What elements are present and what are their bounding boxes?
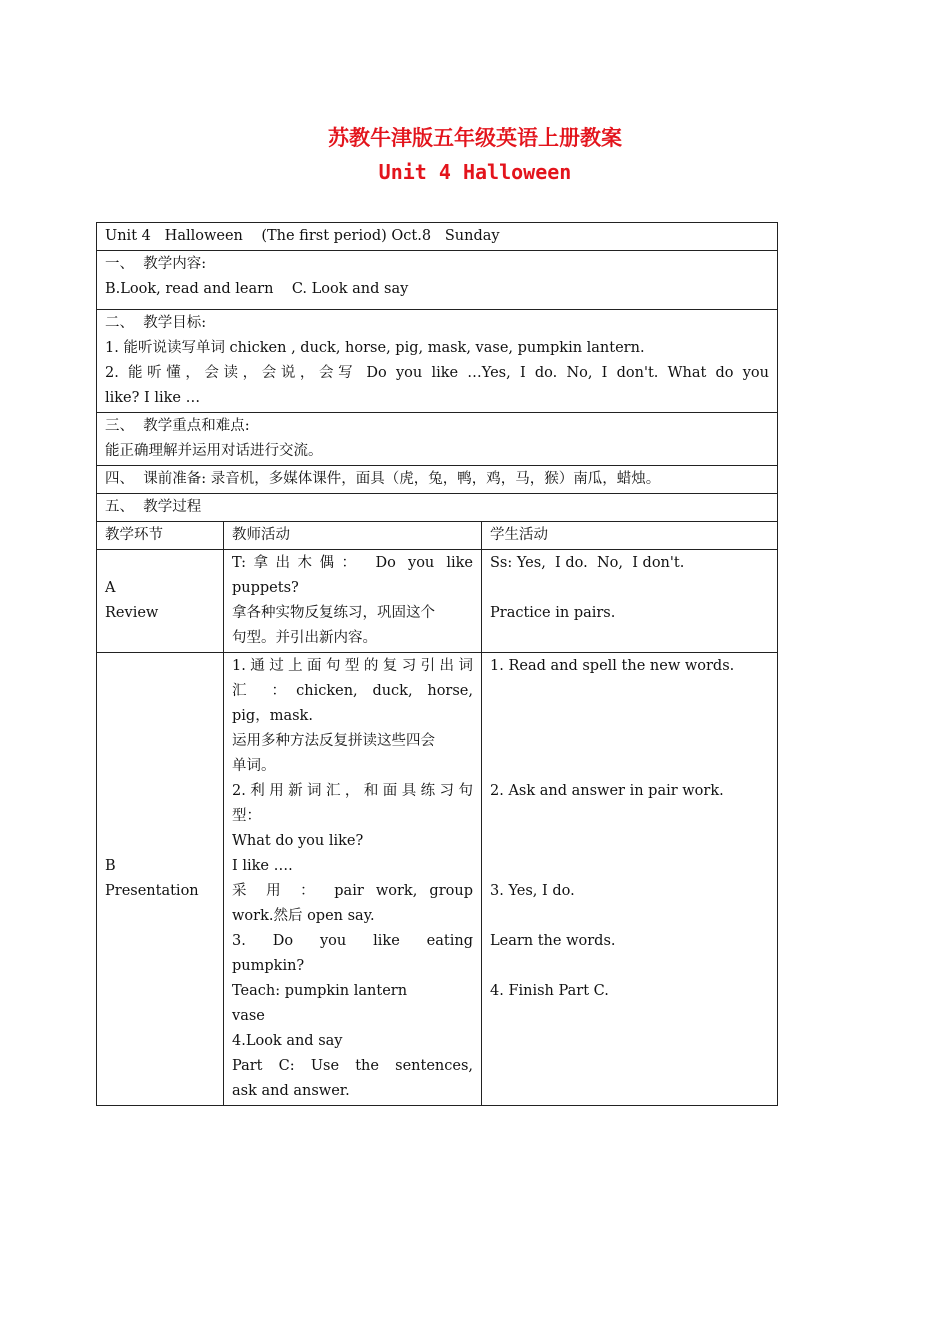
- presentation-student-line: Learn the words.: [490, 933, 616, 949]
- section-1-heading: 一、 教学内容:: [105, 256, 207, 272]
- section-3-content: 能正确理解并运用对话进行交流。: [105, 443, 323, 459]
- presentation-teacher-line: 4.Look and say: [232, 1033, 343, 1049]
- presentation-student-line: 4. Finish Part C.: [490, 983, 609, 999]
- presentation-teacher-line: 运用多种方法反复拼读这些四会: [232, 733, 435, 749]
- review-teacher-cell: [224, 550, 482, 653]
- review-teacher-line: puppets?: [232, 580, 299, 596]
- presentation-teacher-line: I like ….: [232, 858, 293, 874]
- review-teacher-line: T:拿出木偶： Do you like: [232, 555, 473, 571]
- review-teacher-line: 拿各种实物反复练习，巩固这个: [232, 605, 435, 621]
- header-row: [97, 223, 778, 251]
- presentation-teacher-line: work.然后 open say.: [232, 908, 375, 924]
- presentation-teacher-line: 3. Do you like eating: [232, 933, 473, 949]
- section-keypoints-row: [97, 413, 778, 466]
- presentation-teacher-line: 1.通过上面句型的复习引出词: [232, 658, 473, 674]
- presentation-stage-name: Presentation: [105, 883, 199, 899]
- document-subtitle: Unit 4 Halloween: [378, 160, 572, 184]
- review-student-line: Practice in pairs.: [490, 605, 616, 621]
- presentation-student-cell: [482, 653, 778, 1106]
- section-2-line-2: 2. 能听懂，会读，会说，会写 Do you like …Yes, I do. No, I don't. What do you: [105, 365, 769, 381]
- section-2-line-3: like? I like …: [105, 390, 201, 406]
- presentation-teacher-line: 2.利用新词汇，和面具练习句: [232, 783, 473, 799]
- presentation-student-line: 1. Read and spell the new words.: [490, 658, 735, 674]
- column-header-teacher: 教师活动: [224, 522, 482, 550]
- section-2-line-1: 1. 能听说读写单词 chicken , duck, horse, pig, mask, vase, pumpkin lantern.: [105, 340, 645, 356]
- presentation-teacher-line: 采 用 ： pair work, group: [232, 883, 473, 899]
- section-5-heading: 五、 教学过程: [105, 499, 202, 515]
- section-process-row: [97, 494, 778, 522]
- presentation-student-line: 2. Ask and answer in pair work.: [490, 783, 724, 799]
- presentation-teacher-line: Part C: Use the sentences,: [232, 1058, 473, 1074]
- presentation-teacher-line: ask and answer.: [232, 1083, 350, 1099]
- column-header-stage: 教学环节: [97, 522, 224, 550]
- presentation-stage-letter: B: [105, 858, 116, 874]
- review-row: [97, 550, 778, 653]
- presentation-student-line: 3. Yes, I do.: [490, 883, 575, 899]
- section-preparation-row: [97, 466, 778, 494]
- section-content-row: [97, 251, 778, 310]
- review-student-cell: [482, 550, 778, 653]
- presentation-teacher-line: vase: [232, 1008, 265, 1024]
- section-objectives-row: [97, 310, 778, 413]
- presentation-stage-cell: [97, 653, 224, 1106]
- review-student-line: Ss: Yes, I do. No, I don't.: [490, 555, 685, 571]
- presentation-teacher-line: 型：: [232, 808, 261, 824]
- review-stage-cell: [97, 550, 224, 653]
- review-teacher-line: 句型。并引出新内容。: [232, 630, 377, 646]
- presentation-teacher-line: Teach: pumpkin lantern: [232, 983, 408, 999]
- section-2-heading: 二、 教学目标:: [105, 315, 207, 331]
- document-title: 苏教牛津版五年级英语上册教案: [328, 125, 622, 150]
- presentation-teacher-cell: [224, 653, 482, 1106]
- presentation-teacher-line: 汇 ：chicken, duck, horse,: [232, 683, 473, 699]
- review-stage-name: Review: [105, 605, 159, 621]
- presentation-teacher-line: pig，mask.: [232, 708, 313, 724]
- presentation-teacher-line: What do you like?: [232, 833, 364, 849]
- presentation-row: [97, 653, 778, 1106]
- lesson-plan-table: [96, 222, 778, 1106]
- column-header-student: 学生活动: [482, 522, 778, 550]
- process-column-headers: [97, 522, 778, 550]
- review-stage-letter: A: [105, 580, 116, 596]
- lesson-header: Unit 4 Halloween (The first period) Oct.8 Sunday: [105, 228, 500, 244]
- presentation-teacher-line: pumpkin?: [232, 958, 305, 974]
- section-3-heading: 三、 教学重点和难点:: [105, 418, 250, 434]
- section-1-content: B.Look, read and learn C. Look and say: [105, 281, 409, 297]
- presentation-teacher-line: 单词。: [232, 758, 276, 774]
- section-4-content: 四、 课前准备: 录音机，多媒体课件，面具（虎，兔，鸭，鸡，马，猴）南瓜，蜡烛。: [105, 471, 661, 487]
